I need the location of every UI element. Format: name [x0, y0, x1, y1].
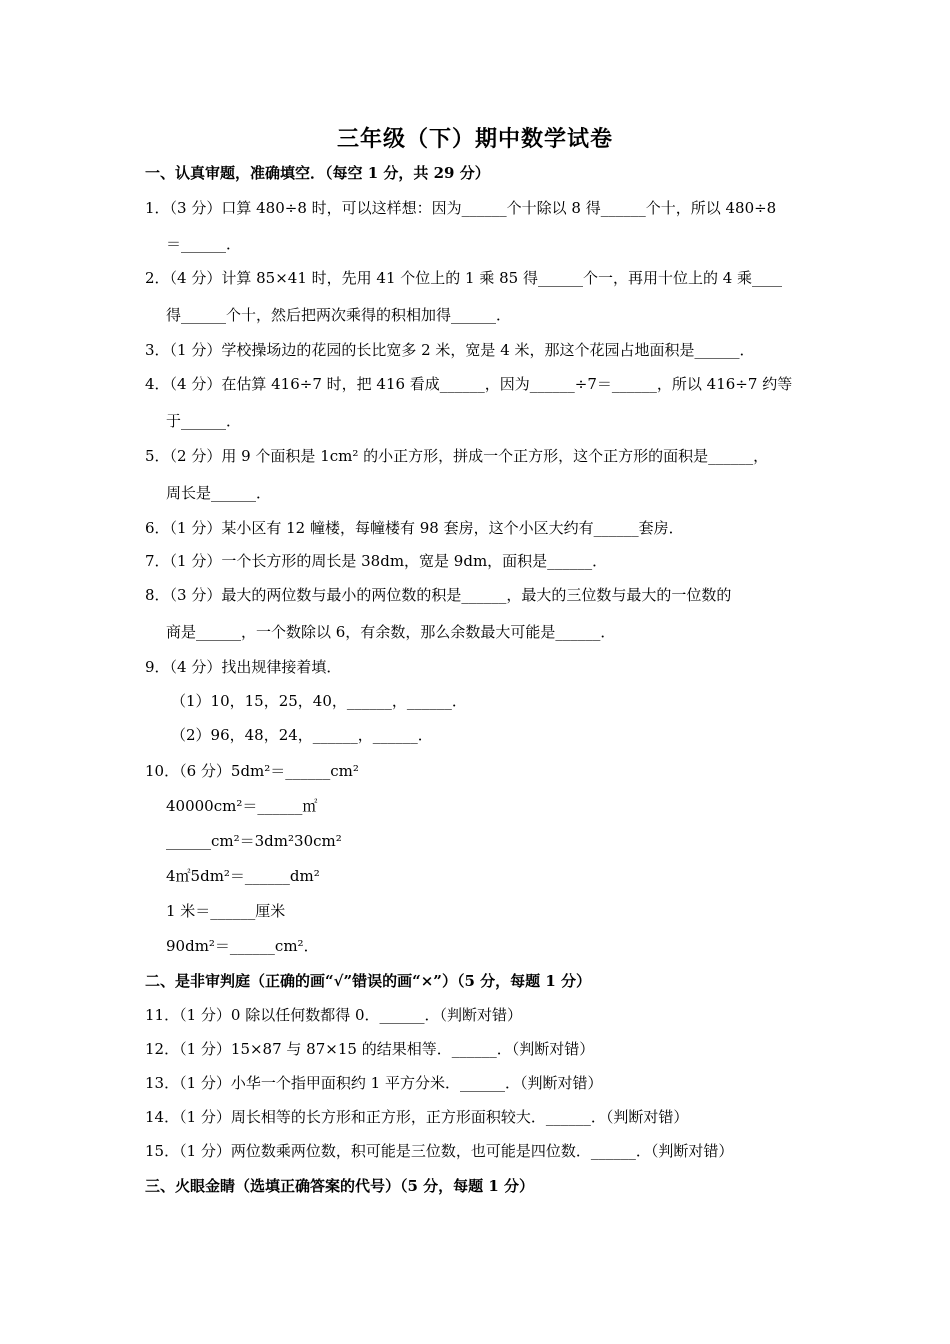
question-7: 7．（1 分）一个长方形的周长是 38dm，宽是 9dm，面积是______． [145, 552, 608, 570]
question-1: 1．（3 分）口算 480÷8 时，可以这样想：因为______个十除以 8 得______个十，所以 480÷8 [145, 199, 777, 217]
question-14: 14．（1 分）周长相等的长方形和正方形，正方形面积较大．______．（判断对错） [145, 1108, 689, 1126]
question-11: 11．（1 分）0 除以任何数都得 0．______．（判断对错） [145, 1006, 523, 1024]
section-1-heading: 一、认真审题，准确填空．（每空 1 分，共 29 分） [145, 164, 490, 182]
question-13: 13．（1 分）小华一个指甲面积约 1 平方分米．______．（判断对错） [145, 1074, 603, 1092]
question-4: 4．（4 分）在估算 416÷7 时，把 416 看成______，因为______÷7＝______，所以 416÷7 约等 [145, 375, 793, 393]
question-1-cont: ＝______． [166, 235, 242, 253]
question-9: 9．（4 分）找出规律接着填． [145, 658, 342, 676]
question-10: 10．（6 分）5dm²＝______cm² [145, 762, 359, 780]
question-8-cont: 商是______，一个数除以 6，有余数，那么余数最大可能是______． [166, 623, 616, 641]
question-5-cont: 周长是______． [166, 484, 272, 502]
question-2: 2．（4 分）计算 85×41 时，先用 41 个位上的 1 乘 85 得______个一，再用十位上的 4 乘____ [145, 269, 783, 287]
question-4-cont: 于______． [166, 412, 242, 430]
section-2-heading: 二、是非审判庭（正确的画“√”错误的画“×”）（5 分，每题 1 分） [145, 972, 591, 990]
question-12: 12．（1 分）15×87 与 87×15 的结果相等．______．（判断对错） [145, 1040, 595, 1058]
section-3-heading: 三、火眼金睛（选填正确答案的代号）（5 分，每题 1 分） [145, 1177, 535, 1195]
question-10-item-4: 4㎡5dm²＝______dm² [166, 867, 320, 885]
question-10-item-5: 1 米＝______厘米 [166, 902, 286, 920]
question-3: 3．（1 分）学校操场边的花园的长比宽多 2 米，宽是 4 米，那这个花园占地面积是______． [145, 341, 755, 359]
question-6: 6．（1 分）某小区有 12 幢楼，每幢楼有 98 套房，这个小区大约有______套房． [145, 519, 684, 537]
question-10-item-3: ______cm²＝3dm²30cm² [166, 832, 342, 850]
question-9-part-1: （1）10，15，25，40，______，______． [171, 692, 467, 710]
question-5: 5．（2 分）用 9 个面积是 1cm² 的小正方形，拼成一个正方形，这个正方形的面积是______， [145, 447, 769, 465]
page-title: 三年级（下）期中数学试卷 [336, 126, 613, 152]
question-10-item-6: 90dm²＝______cm²． [166, 937, 319, 955]
question-10-item-2: 40000cm²＝______㎡ [166, 797, 318, 815]
question-15: 15．（1 分）两位数乘两位数，积可能是三位数，也可能是四位数．______．（判断对错） [145, 1142, 734, 1160]
question-8: 8．（3 分）最大的两位数与最小的两位数的积是______，最大的三位数与最大的一位数的 [145, 586, 732, 604]
question-9-part-2: （2）96，48，24，______，______． [171, 726, 433, 744]
question-2-cont: 得______个十，然后把两次乘得的积相加得______． [166, 306, 512, 324]
